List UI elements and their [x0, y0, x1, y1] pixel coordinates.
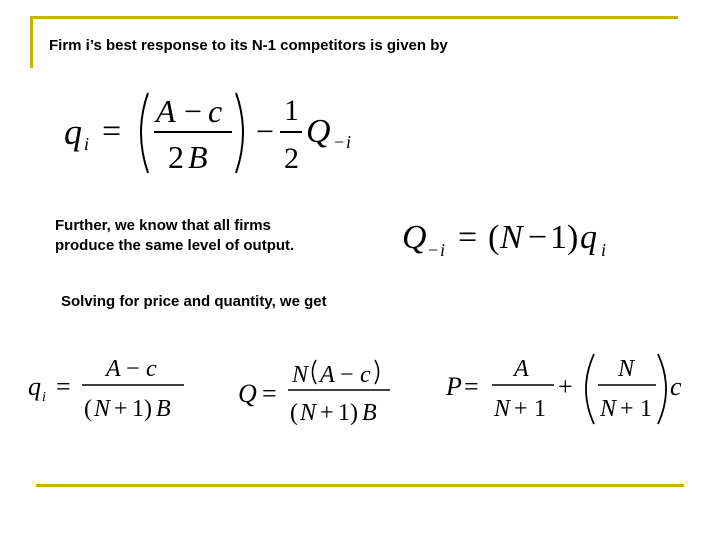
svg-text:B: B: [188, 139, 208, 175]
svg-text:(: (: [488, 219, 500, 256]
svg-text:1: 1: [284, 94, 299, 127]
svg-text:i: i: [346, 132, 352, 152]
svg-text:A: A: [514, 356, 529, 382]
svg-text:q: q: [64, 112, 82, 152]
svg-text:B: B: [362, 400, 377, 426]
svg-text:+: +: [620, 396, 634, 422]
svg-text:1): 1): [550, 219, 579, 256]
svg-text:−: −: [340, 362, 354, 388]
svg-text:−: −: [528, 219, 548, 256]
svg-text:c: c: [360, 362, 371, 388]
svg-text:Q: Q: [402, 219, 427, 256]
svg-text:q: q: [580, 219, 597, 256]
paragraph-solving-line: Solving for price and quantity, we get: [61, 293, 327, 310]
svg-text:−: −: [126, 356, 140, 382]
svg-text:=: =: [262, 379, 277, 408]
svg-text:+: +: [514, 396, 528, 422]
svg-text:=: =: [56, 372, 71, 401]
svg-text:2: 2: [284, 142, 299, 175]
svg-text:Q: Q: [306, 113, 331, 150]
svg-text:=: =: [102, 113, 122, 150]
svg-text:N: N: [600, 396, 617, 422]
svg-text:N: N: [292, 362, 309, 388]
svg-text:+: +: [114, 396, 128, 422]
svg-text:i: i: [601, 240, 607, 260]
svg-text:i: i: [440, 240, 446, 260]
svg-text:−: −: [184, 93, 203, 129]
svg-text:−: −: [428, 240, 439, 260]
svg-text:1): 1): [338, 400, 358, 426]
svg-text:−: −: [334, 132, 345, 152]
equation-firm-quantity: [26, 350, 191, 430]
svg-text:(: (: [290, 400, 298, 426]
svg-text:A: A: [156, 93, 176, 129]
svg-text:N: N: [300, 400, 317, 426]
svg-text:1: 1: [534, 396, 546, 422]
paragraph-equal-output-line-2: produce the same level of output.: [55, 237, 295, 254]
svg-text:(: (: [84, 396, 92, 422]
equation-total-quantity: [236, 352, 401, 432]
svg-text:c: c: [208, 93, 223, 129]
paragraph-solving: [61, 292, 327, 312]
svg-text:A: A: [320, 362, 335, 388]
paragraph-equal-output: [55, 216, 294, 256]
svg-text:B: B: [156, 396, 171, 422]
svg-text:Q: Q: [238, 379, 257, 408]
svg-text:N: N: [94, 396, 111, 422]
svg-text:P: P: [446, 372, 462, 401]
svg-text:N: N: [494, 396, 511, 422]
equation-best-response: [60, 85, 370, 180]
paragraph-equal-output-line-1: Further, we know that all firms: [55, 217, 271, 234]
svg-text:c: c: [670, 372, 682, 401]
equation-price: [444, 350, 689, 430]
frame-top-rule: [30, 16, 678, 19]
svg-text:N: N: [618, 356, 635, 382]
svg-text:q: q: [28, 372, 41, 401]
svg-text:1): 1): [132, 396, 152, 422]
svg-text:i: i: [84, 134, 90, 154]
slide-heading: Firm i’s best response to its N-1 competitors is given by: [49, 37, 448, 54]
svg-text:=: =: [458, 219, 478, 256]
svg-text:i: i: [42, 390, 46, 405]
svg-text:+: +: [558, 372, 573, 401]
frame-bottom-rule: [36, 484, 684, 487]
svg-text:N: N: [500, 219, 523, 256]
svg-text:=: =: [464, 372, 479, 401]
svg-text:+: +: [320, 400, 334, 426]
frame-left-rule: [30, 16, 33, 68]
svg-text:1: 1: [640, 396, 652, 422]
svg-text:c: c: [146, 356, 157, 382]
svg-text:A: A: [106, 356, 121, 382]
equation-symmetry: [400, 212, 625, 267]
svg-text:2: 2: [168, 139, 184, 175]
svg-text:−: −: [256, 113, 275, 149]
